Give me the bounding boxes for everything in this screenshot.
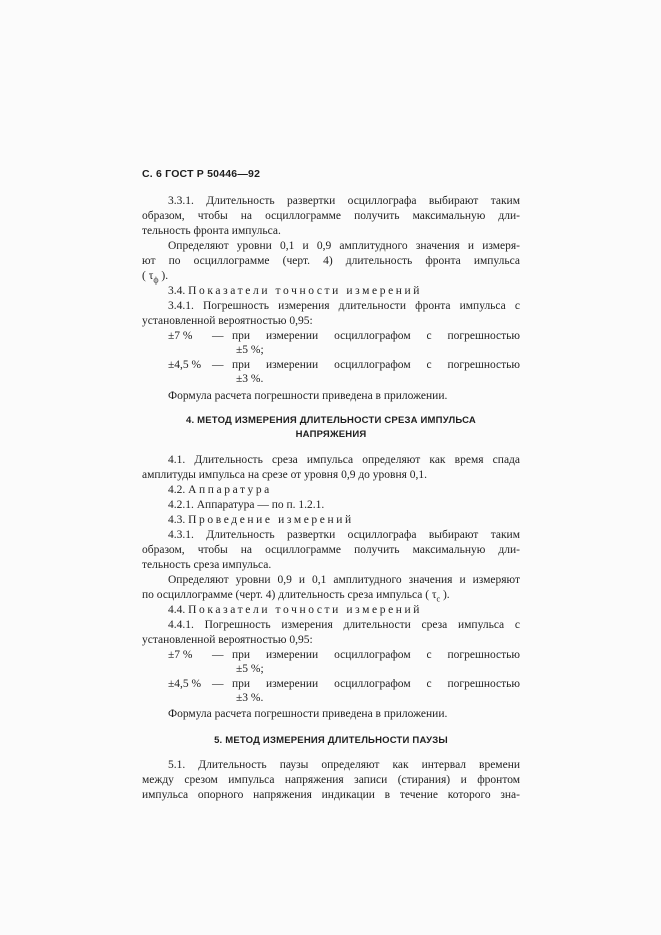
tau-subscript: с xyxy=(436,594,441,604)
error-sub-value: ±5 %; xyxy=(236,344,264,356)
para-4-3-2-line-2-text: по осциллограмме (черт. 4) длительность среза импульса ( τ xyxy=(142,589,437,601)
para-4-3-1-line-1: 4.3.1. Длительность развертки осциллографа выбирают таким xyxy=(168,529,520,541)
error-text: при измерении осциллографом с погрешностью xyxy=(232,359,520,371)
error-text: при измерении осциллографом с погрешностью xyxy=(232,330,520,342)
tau-close: ). xyxy=(158,270,169,282)
error-dash: — xyxy=(212,359,224,371)
section-3-4-number: 3.4. xyxy=(168,285,186,297)
tau-symbol: ( τ xyxy=(142,270,154,282)
error-sub-value: ±3 %. xyxy=(236,692,264,704)
section-3-4-title: Показатели точности измерений xyxy=(188,285,423,297)
error-value: ±7 % xyxy=(168,330,193,342)
page-header: С. 6 ГОСТ Р 50446—92 xyxy=(142,168,261,180)
formula-note-4: Формула расчета погрешности приведена в приложении. xyxy=(168,708,448,720)
para-4-1-line-2: амплитуды импульса на срезе от уровня 0,9 до уровня 0,1. xyxy=(142,469,428,481)
error-value: ±7 % xyxy=(168,649,193,661)
para-3-3-1-line-2: образом, чтобы на осциллограмме получить максимальную дли- xyxy=(142,210,520,222)
section-5-title: 5. МЕТОД ИЗМЕРЕНИЯ ДЛИТЕЛЬНОСТИ ПАУЗЫ xyxy=(214,735,448,746)
section-3-4-heading xyxy=(168,284,520,299)
section-4-4-number: 4.4. xyxy=(168,604,186,616)
error-dash: — xyxy=(212,649,224,661)
error-dash: — xyxy=(212,330,224,342)
para-5-1-line-1: 5.1. Длительность паузы определяют как интервал времени xyxy=(168,759,520,771)
para-4-3-1-line-3: тельность среза импульса. xyxy=(142,559,272,571)
formula-note-3: Формула расчета погрешности приведена в приложении. xyxy=(168,390,448,402)
tau-close: ). xyxy=(440,589,450,601)
section-4-2-number: 4.2. xyxy=(168,484,186,496)
para-4-4-1-line-2: установленной вероятностью 0,95: xyxy=(142,634,313,646)
error-sub-value: ±3 %. xyxy=(236,373,264,385)
section-4-2-title: Аппаратура xyxy=(188,484,272,496)
para-4-3-2-line-1: Определяют уровни 0,9 и 0,1 амплитудного значения и измеряют xyxy=(168,574,520,586)
para-5-1-line-3: импульса опорного напряжения индикации в течение которого зна- xyxy=(142,789,520,801)
para-3-3-2-line-2: ют по осциллограмме (черт. 4) длительность фронта импульса xyxy=(142,255,520,267)
para-3-3-2-line-1: Определяют уровни 0,1 и 0,9 амплитудного значения и измеря- xyxy=(168,240,520,252)
para-3-3-1-line-1: 3.3.1. Длительность развертки осциллографа выбирают таким xyxy=(168,195,520,207)
section-4-2-heading xyxy=(168,483,520,498)
section-4-4-heading xyxy=(168,603,520,618)
para-4-2-1: 4.2.1. Аппаратура — по п. 1.2.1. xyxy=(168,499,325,511)
error-value: ±4,5 % xyxy=(168,678,202,690)
para-3-4-1-line-1: 3.4.1. Погрешность измерения длительности фронта импульса с xyxy=(168,300,520,312)
section-4-4-title: Показатели точности измерений xyxy=(188,604,423,616)
section-4-3-heading xyxy=(168,513,520,528)
tau-subscript: ф xyxy=(153,275,159,285)
error-value: ±4,5 % xyxy=(168,359,202,371)
error-text: при измерении осциллографом с погрешностью xyxy=(232,649,520,661)
para-4-4-1-line-1: 4.4.1. Погрешность измерения длительности среза импульса с xyxy=(168,619,520,631)
section-4-3-title: Проведение измерений xyxy=(188,514,354,526)
section-4-3-number: 4.3. xyxy=(168,514,186,526)
para-3-4-1-line-2: установленной вероятностью 0,95: xyxy=(142,315,313,327)
section-4-title-line-1: 4. МЕТОД ИЗМЕРЕНИЯ ДЛИТЕЛЬНОСТИ СРЕЗА ИМПУЛЬСА xyxy=(186,415,476,426)
para-5-1-line-2: между срезом импульса напряжения записи (стирания) и фронтом xyxy=(142,774,520,786)
para-3-3-1-line-3: тельность фронта импульса. xyxy=(142,225,281,237)
para-4-1-line-1: 4.1. Длительность среза импульса определяют как время спада xyxy=(168,454,520,466)
section-4-title-line-2: НАПРЯЖЕНИЯ xyxy=(295,429,367,440)
error-text: при измерении осциллографом с погрешностью xyxy=(232,678,520,690)
error-dash: — xyxy=(212,678,224,690)
para-4-3-1-line-2: образом, чтобы на осциллограмме получить максимальную дли- xyxy=(142,544,520,556)
error-sub-value: ±5 %; xyxy=(236,663,264,675)
